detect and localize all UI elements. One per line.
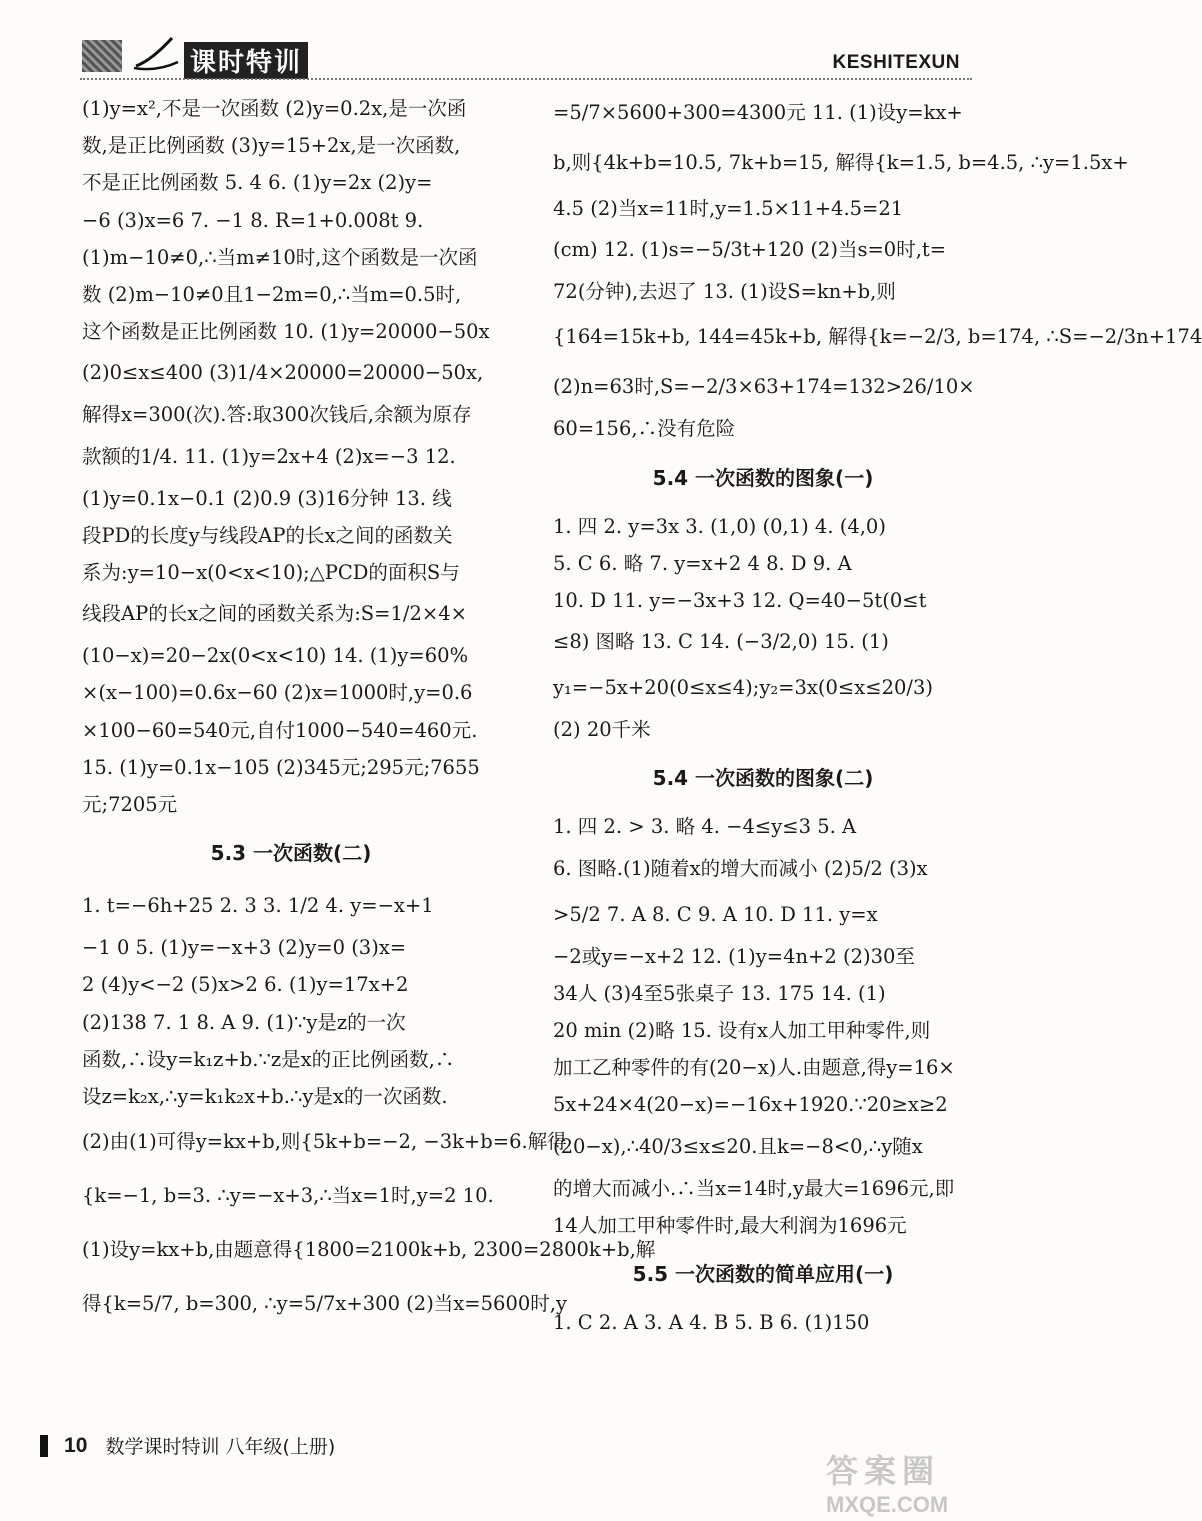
section-heading: 5.4 一次函数的图象(二) — [652, 766, 874, 791]
text-line: 加工乙种零件的有(20−x)人.由题意,得y=16× — [553, 1056, 955, 1080]
text-line: =5/7×5600+300=4300元 11. (1)设y=kx+ — [553, 101, 963, 124]
page-header — [0, 0, 1000, 82]
text-line: 数 (2)m−10≠0且1−2m=0,∴当m=0.5时, — [82, 283, 462, 307]
text-line: 20 min (2)略 15. 设有x人加工甲种零件,则 — [553, 1019, 931, 1043]
text-line: ×100−60=540元,自付1000−540=460元. — [82, 718, 478, 742]
text-line: 设z=k₂x,∴y=k₁k₂x+b.∴y是x的一次函数. — [82, 1085, 448, 1109]
section-heading: 5.3 一次函数(二) — [210, 841, 372, 866]
text-line: 14人加工甲种零件时,最大利润为1696元 — [553, 1213, 907, 1237]
text-line: 元;7205元 — [82, 793, 178, 817]
text-line: 函数,∴设y=k₁z+b.∵z是x的正比例函数,∴ — [82, 1047, 455, 1071]
text-line: 10. D 11. y=−3x+3 12. Q=40−5t(0≤t — [553, 589, 927, 613]
text-line: 60=156,∴没有危险 — [553, 417, 736, 441]
text-line: 1. 四 2. y=3x 3. (1,0) (0,1) 4. (4,0) — [553, 514, 886, 538]
header-latin-title: KESHITEXUN — [832, 52, 960, 73]
text-line: (1)y=x²,不是一次函数 (2)y=0.2x,是一次函 — [82, 97, 467, 120]
text-line: 2 (4)y<−2 (5)x>2 6. (1)y=17x+2 — [82, 973, 409, 997]
text-line: 这个函数是正比例函数 10. (1)y=20000−50x — [82, 320, 490, 344]
text-line: 6. 图略.(1)随着x的增大而减小 (2)5/2 (3)x — [553, 856, 928, 880]
text-line: 得{k=5/7, b=300, ∴y=5/7x+300 (2)当x=5600时,y — [82, 1292, 567, 1316]
text-line: ×(x−100)=0.6x−60 (2)x=1000时,y=0.6 — [82, 681, 473, 705]
pen-logo-icon — [132, 32, 180, 72]
section-heading: 5.4 一次函数的图象(一) — [652, 465, 874, 490]
logo-pattern-icon — [82, 40, 122, 72]
text-line: 72(分钟),去迟了 13. (1)设S=kn+b,则 — [553, 280, 896, 304]
text-line: (1)m−10≠0,∴当m≠10时,这个函数是一次函 — [82, 245, 478, 269]
text-line: 数,是正比例函数 (3)y=15+2x,是一次函数, — [82, 134, 461, 158]
text-line: 的增大而减小.∴当x=14时,y最大=1696元,即 — [553, 1176, 955, 1200]
text-line: −1 0 5. (1)y=−x+3 (2)y=0 (3)x= — [82, 936, 407, 960]
text-line: −2或y=−x+2 12. (1)y=4n+2 (2)30至 — [553, 944, 915, 968]
text-line: 1. 四 2. > 3. 略 4. −4≤y≤3 5. A — [553, 815, 857, 839]
right-column — [553, 90, 1202, 1341]
text-line: 段PD的长度y与线段AP的长x之间的函数关 — [82, 523, 453, 547]
text-line: (1)y=0.1x−0.1 (2)0.9 (3)16分钟 13. 线 — [82, 486, 452, 510]
text-line: 不是正比例函数 5. 4 6. (1)y=2x (2)y= — [82, 171, 433, 195]
text-line: −6 (3)x=6 7. −1 8. R=1+0.008t 9. — [82, 208, 424, 232]
page-marker-bar — [40, 1435, 48, 1457]
section-heading: 5.5 一次函数的简单应用(一) — [632, 1262, 894, 1287]
text-line: (20−x),∴40/3≤x≤20.且k=−8<0,∴y随x — [553, 1134, 923, 1158]
text-line: (cm) 12. (1)s=−5/3t+120 (2)当s=0时,t= — [553, 238, 947, 262]
footer-book-title: 数学课时特训 八年级(上册) — [105, 1436, 336, 1458]
watermark-url: MXQE.COM — [826, 1492, 949, 1517]
text-line: 1. C 2. A 3. A 4. B 5. B 6. (1)150 — [553, 1311, 870, 1335]
text-line: 解得x=300(次).答:取300次钱后,余额为原存 — [82, 403, 472, 427]
brand-title: 课时特训 — [184, 42, 308, 79]
text-line: (1)设y=kx+b,由题意得{1800=2100k+b, 2300=2800k+b,解 — [82, 1238, 656, 1262]
text-line: 5. C 6. 略 7. y=x+2 4 8. D 9. A — [553, 551, 852, 575]
text-line: (2)由(1)可得y=kx+b,则{5k+b=−2, −3k+b=6.解得 — [82, 1130, 567, 1154]
text-line: b,则{4k+b=10.5, 7k+b=15, 解得{k=1.5, b=4.5, ∴y=1.5x+ — [553, 151, 1129, 174]
text-line: 款额的1/4. 11. (1)y=2x+4 (2)x=−3 12. — [82, 444, 456, 468]
text-line: ≤8) 图略 13. C 14. (−3/2,0) 15. (1) — [553, 630, 889, 654]
watermark-text: 答案圈 — [826, 1452, 941, 1490]
text-line: y₁=−5x+20(0≤x≤4);y₂=3x(0≤x≤20/3) — [553, 676, 934, 700]
text-line: (2)138 7. 1 8. A 9. (1)∵y是z的一次 — [82, 1010, 406, 1034]
text-line: 15. (1)y=0.1x−105 (2)345元;295元;7655 — [82, 755, 480, 779]
text-line: 线段AP的长x之间的函数关系为:S=1/2×4× — [82, 602, 467, 626]
page-number: 10 — [64, 1433, 88, 1457]
text-line: 5x+24×4(20−x)=−16x+1920.∵20≥x≥2 — [553, 1093, 948, 1117]
text-line: (2)n=63时,S=−2/3×63+174=132>26/10× — [553, 375, 975, 399]
watermark-logo — [826, 1446, 976, 1517]
header-divider — [80, 78, 972, 80]
text-line: (10−x)=20−2x(0<x<10) 14. (1)y=60% — [82, 644, 469, 668]
text-line: 34人 (3)4至5张桌子 13. 175 14. (1) — [553, 981, 886, 1005]
text-line: (2) 20千米 — [553, 718, 651, 742]
text-line: 1. t=−6h+25 2. 3 3. 1/2 4. y=−x+1 — [82, 894, 434, 918]
text-line: {k=−1, b=3. ∴y=−x+3,∴当x=1时,y=2 10. — [82, 1184, 494, 1208]
text-line: 系为:y=10−x(0<x<10);△PCD的面积S与 — [82, 561, 460, 585]
text-line: 4.5 (2)当x=11时,y=1.5×11+4.5=21 — [553, 197, 904, 220]
text-line: {164=15k+b, 144=45k+b, 解得{k=−2/3, b=174, ∴S=−2/3n+174 — [553, 325, 1202, 349]
page-footer — [40, 1432, 335, 1459]
text-line: (2)0≤x≤400 (3)1/4×20000=20000−50x, — [82, 361, 484, 385]
text-line: >5/2 7. A 8. C 9. A 10. D 11. y=x — [553, 902, 878, 926]
